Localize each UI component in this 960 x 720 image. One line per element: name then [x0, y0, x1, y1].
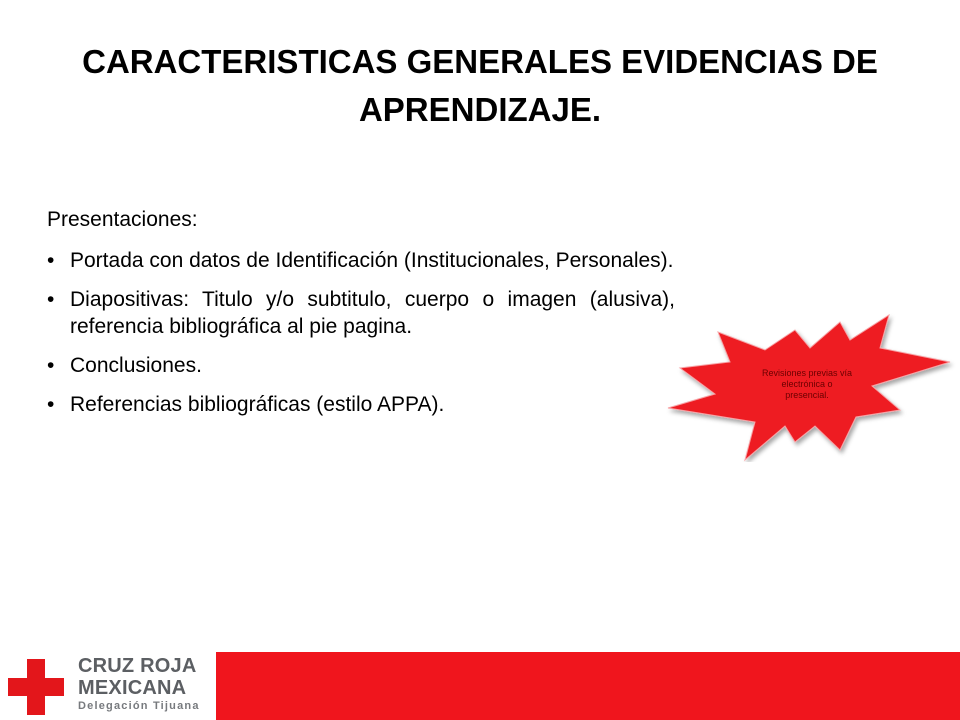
list-item-text: Portada con datos de Identificación (Institucionales, Personales). — [70, 249, 674, 272]
list-item — [47, 286, 675, 340]
cruz-roja-logo — [8, 655, 213, 717]
red-cross-icon — [8, 659, 64, 715]
logo-line-3: Delegación Tijuana — [78, 700, 200, 712]
callout-text: Revisiones previas vía electrónica o presencial. — [761, 368, 853, 400]
list-item-text: Diapositivas: Titulo y/o subtitulo, cuerpo o imagen (alusiva), referencia bibliográfica al pie pagina. — [70, 288, 675, 338]
list-item — [47, 352, 675, 379]
list-item — [47, 391, 675, 418]
list-item-text: Referencias bibliográficas (estilo APPA). — [70, 393, 445, 416]
slide-title: CARACTERISTICAS GENERALES EVIDENCIAS DE APRENDIZAJE. — [82, 43, 878, 128]
bullet-icon: • — [47, 393, 55, 416]
bullet-list — [47, 247, 675, 418]
slide-body — [47, 206, 675, 430]
footer-bar — [216, 652, 960, 720]
list-item-text: Conclusiones. — [70, 354, 202, 377]
list-item — [47, 247, 675, 274]
logo-line-1: CRUZ ROJA — [78, 655, 197, 677]
bullet-icon: • — [47, 249, 55, 272]
logo-line-2: MEXICANA — [78, 677, 187, 699]
bullet-icon: • — [47, 288, 55, 311]
intro-text: Presentaciones: — [47, 208, 198, 231]
bullet-icon: • — [47, 354, 55, 377]
